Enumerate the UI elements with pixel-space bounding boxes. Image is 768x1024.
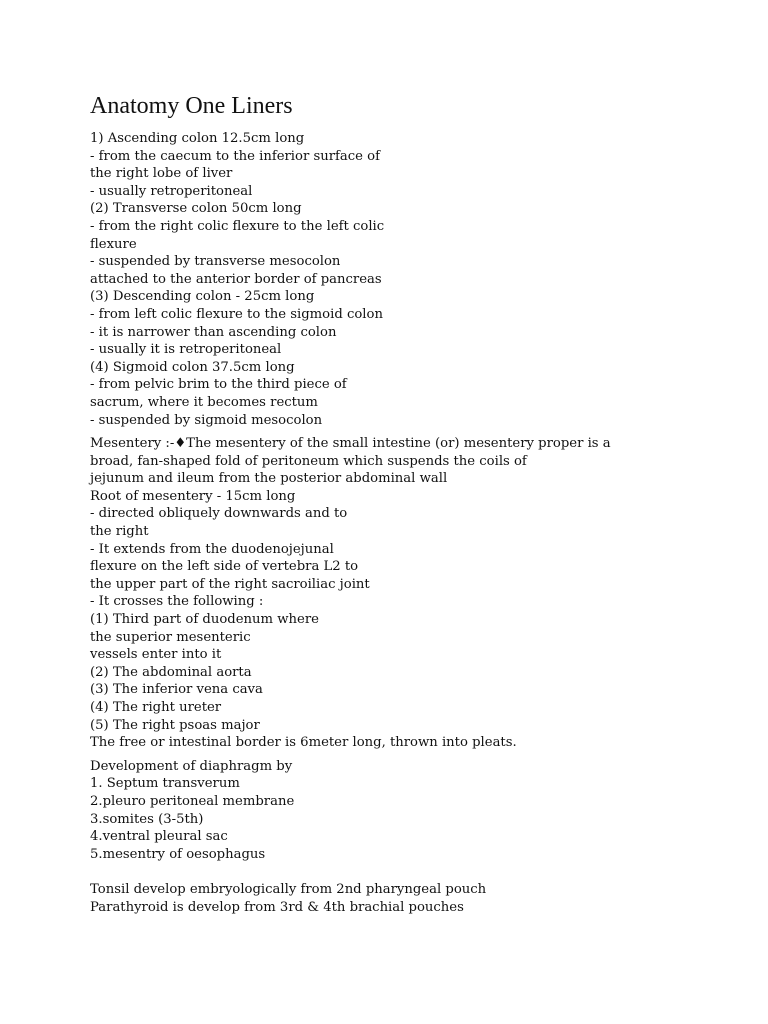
mesentery-line: (4) The right ureter (90, 700, 222, 715)
mesentery-section (90, 435, 730, 752)
mesentery-line: the upper part of the right sacroiliac joint (90, 576, 370, 592)
colon-line: sacrum, where it becomes rectum (90, 394, 318, 410)
embryology-line: Tonsil develop embryologically from 2nd pharyngeal pouch (90, 881, 487, 897)
mesentery-line: (5) The right psoas major (90, 717, 260, 733)
colon-line: (3) Descending colon - 25cm long (90, 289, 315, 305)
colon-line: - it is narrower than ascending colon (90, 324, 337, 340)
mesentery-line: the superior mesenteric (90, 629, 251, 645)
colon-line: (2) Transverse colon 50cm long (90, 201, 302, 217)
diaphragm-line: 3.somites (3-5th) (90, 811, 204, 827)
colon-line: 1) Ascending colon 12.5cm long (90, 131, 305, 146)
blank-line (90, 863, 730, 881)
mesentery-line: broad, fan-shaped fold of peritoneum which suspends the coils of (90, 453, 527, 469)
colon-line: - suspended by sigmoid mesocolon (90, 412, 323, 428)
diaphragm-line: 4.ventral pleural sac (90, 829, 228, 845)
mesentery-line: - It crosses the following : (90, 594, 264, 610)
colon-line: - usually it is retroperitoneal (90, 342, 282, 358)
colon-line: flexure (90, 236, 137, 252)
mesentery-line: Root of mesentery - 15cm long (90, 488, 296, 504)
colon-line: - from the caecum to the inferior surface of (90, 148, 380, 164)
mesentery-line: Mesentery :-♦The mesentery of the small intestine (or) mesentery proper is a (90, 436, 611, 452)
colon-line: - usually retroperitoneal (90, 183, 253, 199)
mesentery-line: jejunum and ileum from the posterior abdominal wall (90, 471, 448, 487)
mesentery-line: The free or intestinal border is 6meter long, thrown into pleats. (90, 735, 517, 751)
colon-line: - suspended by transverse mesocolon (90, 254, 341, 270)
embryology-section (90, 881, 730, 916)
mesentery-line: (2) The abdominal aorta (90, 664, 252, 680)
mesentery-line: (3) The inferior vena cava (90, 682, 263, 698)
mesentery-line: - It extends from the duodenojejunal (90, 541, 334, 557)
mesentery-line: - directed obliquely downwards and to (90, 506, 348, 522)
mesentery-line: (1) Third part of duodenum where (90, 612, 319, 628)
diaphragm-line: 1. Septum transverum (90, 776, 240, 792)
diaphragm-line: 5.mesentry of oesophagus (90, 846, 266, 862)
colon-line: attached to the anterior border of pancreas (90, 271, 382, 287)
mesentery-line: flexure on the left side of vertebra L2 to (90, 559, 359, 575)
document-page (90, 90, 730, 916)
diaphragm-section (90, 758, 730, 864)
colon-line: - from pelvic brim to the third piece of (90, 377, 347, 393)
document-title: Anatomy One Liners (90, 93, 293, 119)
mesentery-line: the right (90, 524, 149, 540)
colon-line: the right lobe of liver (90, 166, 233, 182)
diaphragm-line: 2.pleuro peritoneal membrane (90, 793, 295, 809)
colon-line: (4) Sigmoid colon 37.5cm long (90, 359, 295, 375)
colon-line: - from the right colic flexure to the left colic (90, 218, 385, 234)
colon-line: - from left colic flexure to the sigmoid colon (90, 306, 383, 322)
mesentery-line: vessels enter into it (90, 647, 222, 663)
diaphragm-line: Development of diaphragm by (90, 758, 293, 774)
colon-section (90, 130, 730, 429)
embryology-line: Parathyroid is develop from 3rd & 4th brachial pouches (90, 899, 464, 915)
